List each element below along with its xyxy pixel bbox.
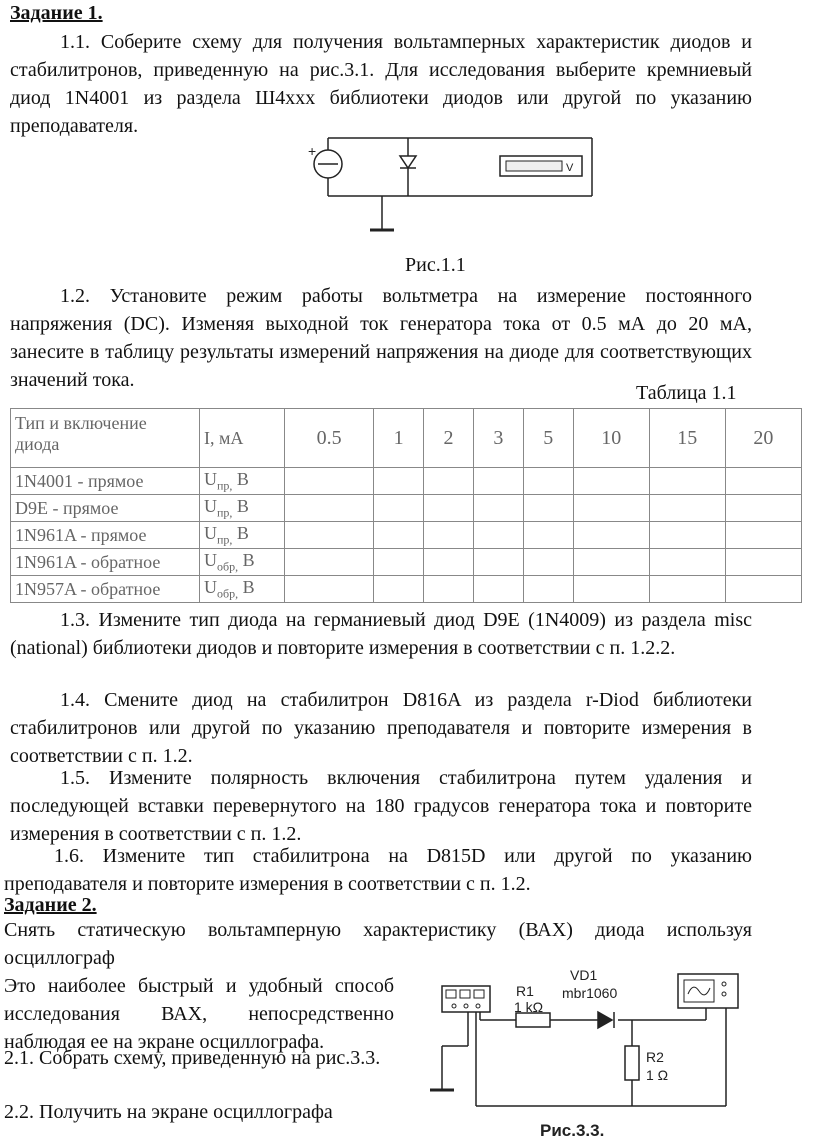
r1-value: 1 kΩ [514, 999, 544, 1015]
voltage-symbol-cell: $U_{пр,}$ В [200, 468, 285, 495]
table-header-row [11, 409, 802, 468]
task2-text: Это наиболее быстрый и удобный способ исследования ВАХ, непосредственно наблюдая ее на экране осциллографа. [4, 975, 394, 1053]
table-row [11, 576, 802, 603]
task2-heading: Задание 2. [4, 894, 97, 916]
source-plus-sign: + [308, 143, 317, 159]
paragraph-1-2: 1.2. Установите режим работы вольтметра на измерение постоянного напряжения (DC). Изменяя выходной ток генератора тока от 0.5 мА до 20 мА, занесите в таблицу результаты измерений напряжения на диоде для соответствующих значений тока. [10, 285, 752, 391]
table-header-current-value: 3 [473, 409, 523, 468]
table-header-current-value: 15 [649, 409, 725, 468]
table-header-current-value: 2 [424, 409, 474, 468]
diode-vd1-icon [598, 1012, 614, 1028]
table-row [11, 522, 802, 549]
diode-type-cell: D9E - прямое [11, 495, 200, 522]
figure-3-3-circuit [420, 960, 760, 1144]
vd1-model: mbr1060 [562, 985, 618, 1001]
figure-1-1-circuit [300, 130, 600, 242]
voltmeter-icon [500, 156, 582, 176]
r2-value: 1 Ω [646, 1067, 669, 1083]
diode-type-cell: 1N4001 - прямое [11, 468, 200, 495]
resistor-r2-icon [625, 1046, 639, 1080]
figure-3-3-caption: Рис.3.3. [540, 1121, 605, 1140]
table-header-type: Тип и включение диода [11, 409, 200, 468]
paragraph-1-4: 1.4. Смените диод на стабилитрон D816A из раздела r-Diod библиотеки стабилитронов или другой по указанию преподавателя и повторите измерения в соответствии с п. 1.2. [10, 689, 752, 767]
diode-type-cell: 1N961A - обратное [11, 549, 200, 576]
task1-heading: Задание 1. [10, 2, 103, 24]
measurement-table [10, 408, 802, 603]
table-header-current-value: 20 [725, 409, 801, 468]
table-row [11, 468, 802, 495]
diode-type-cell: 1N957A - обратное [11, 576, 200, 603]
diode-icon [400, 156, 416, 168]
table-header-current-value: 1 [374, 409, 424, 468]
diode-type-cell: 1N961A - прямое [11, 522, 200, 549]
svg-text:V: V [566, 162, 574, 174]
paragraph-2-2: 2.2. Получить на экране осциллографа [4, 1101, 333, 1123]
paragraph-1-6: 1.6. Измените тип стабилитрона на D815D или другой по указанию преподавателя и повторите измерения в соответствии с п. 1.2. [4, 845, 752, 895]
table-header-current: I, мА [200, 409, 285, 468]
table-header-current-value: 10 [573, 409, 649, 468]
table-header-current-value: 0.5 [285, 409, 374, 468]
paragraph-1-1: 1.1. Соберите схему для получения вольтамперных характеристик диодов и стабилитронов, приведенную на рис.3.1. Для исследования выберите кремниевый диод 1N4001 из раздела Ш4ххх библиотеки диодов или другой по указанию преподавателя. [10, 31, 752, 137]
table-row [11, 549, 802, 576]
r2-name: R2 [646, 1049, 664, 1065]
voltage-symbol-cell: $U_{обр,}$ В [200, 576, 285, 603]
r1-name: R1 [516, 983, 534, 999]
table-header-current-value: 5 [523, 409, 573, 468]
task2-intro: Снять статическую вольтамперную характеристику (ВАХ) диода используя осциллограф [4, 919, 752, 969]
voltage-symbol-cell: $U_{пр,}$ В [200, 522, 285, 549]
resistor-r1-icon [516, 1013, 550, 1027]
paragraph-2-1: 2.1. Собрать схему, приведенную на рис.3.3. [4, 1047, 381, 1069]
table-caption: Таблица 1.1 [636, 382, 737, 404]
current-source-icon [314, 150, 342, 178]
vd1-name: VD1 [570, 967, 598, 983]
voltage-symbol-cell: $U_{пр,}$ В [200, 495, 285, 522]
paragraph-1-3: 1.3. Измените тип диода на германиевый диод D9E (1N4009) из раздела misc (national) библиотеки диодов и повторите измерения в соответствии с п. 1.2.2. [10, 609, 752, 659]
paragraph-1-5: 1.5. Измените полярность включения стабилитрона путем удаления и последующей вставки перевернутого на 180 градусов генератора тока и повторите измерения в соответствии с п. 1.2. [10, 767, 752, 845]
table-row [11, 495, 802, 522]
voltage-symbol-cell: $U_{обр,}$ В [200, 549, 285, 576]
figure-1-1-caption: Рис.1.1 [405, 254, 466, 276]
